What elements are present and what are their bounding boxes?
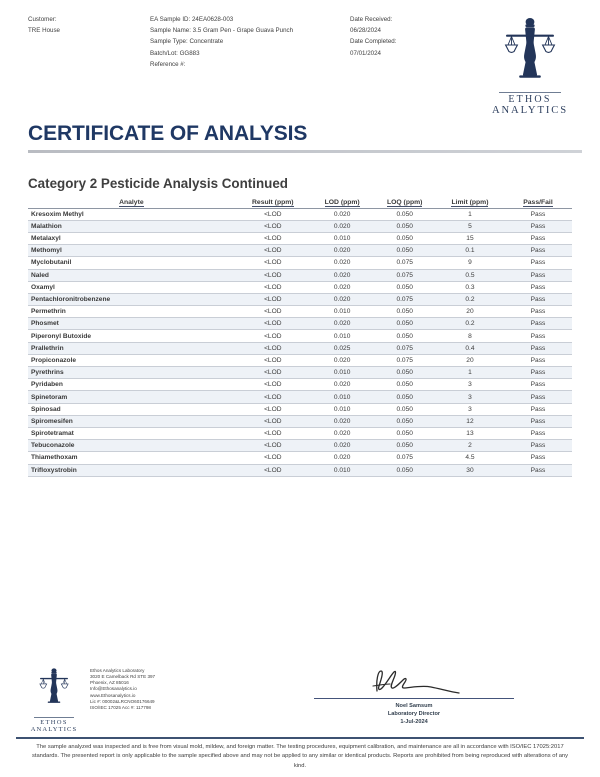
address-line: Lic #: 00002&LRCNO60176649 [90, 698, 155, 704]
cell-analyte: Tebuconazole [28, 440, 235, 452]
cell-lod: 0.020 [311, 281, 374, 293]
cell-result: <LOD [235, 330, 311, 342]
cell-pass-fail: Pass [504, 269, 572, 281]
address-line: ISO/IEC 17025 Acc #: 117798 [90, 705, 151, 710]
cell-loq: 0.050 [373, 330, 436, 342]
table-row [28, 342, 572, 354]
batch-lot: Batch/Lot: GG883 [150, 49, 200, 57]
cell-loq: 0.050 [373, 232, 436, 244]
cell-limit: 0.3 [436, 281, 504, 293]
cell-result: <LOD [235, 403, 311, 415]
address-line: Phoenix, AZ 85016 [90, 680, 129, 686]
cell-analyte: Malathion [28, 220, 235, 232]
address-line: Info@Ethosanalytics.io [90, 686, 137, 692]
cell-loq: 0.050 [373, 464, 436, 476]
cell-analyte: Spiromesifen [28, 415, 235, 427]
customer-label: Customer: [28, 16, 57, 23]
cell-analyte: Pyridaben [28, 379, 235, 391]
signer-name: Noel Samsum [395, 702, 433, 709]
footer-logo-text-analytics: ANALYTICS [30, 725, 78, 733]
document-footer [0, 664, 600, 777]
cell-result: <LOD [235, 208, 311, 220]
cell-limit: 0.2 [436, 318, 504, 330]
table-row [28, 379, 572, 391]
logo-text-ethos: ETHOS [508, 94, 552, 105]
footer-logo-divider [34, 717, 74, 718]
table-row [28, 208, 572, 220]
cell-lod: 0.010 [311, 232, 374, 244]
cell-result: <LOD [235, 318, 311, 330]
sample-id: EA Sample ID: 24EA0628-003 [150, 16, 234, 23]
cell-loq: 0.075 [373, 293, 436, 305]
cell-result: <LOD [235, 220, 311, 232]
cell-lod: 0.020 [311, 427, 374, 439]
cell-result: <LOD [235, 342, 311, 354]
date-completed-value: 07/01/2024 [350, 49, 381, 57]
cell-result: <LOD [235, 269, 311, 281]
cell-limit: 13 [436, 427, 504, 439]
table-row [28, 269, 572, 281]
column-header-result [235, 199, 311, 209]
table-row [28, 232, 572, 244]
cell-lod: 0.020 [311, 257, 374, 269]
address-line: Ethos Analytics Laboratory [90, 667, 145, 673]
cell-limit: 0.5 [436, 269, 504, 281]
company-logo [482, 14, 578, 117]
cell-analyte: Metalaxyl [28, 232, 235, 244]
table-row [28, 367, 572, 379]
cell-analyte: Pentachloronitrobenzene [28, 293, 235, 305]
cell-analyte: Naled [28, 269, 235, 281]
cell-lod: 0.020 [311, 220, 374, 232]
cell-result: <LOD [235, 281, 311, 293]
cell-limit: 1 [436, 208, 504, 220]
cell-analyte: Oxamyl [28, 281, 235, 293]
cell-result: <LOD [235, 293, 311, 305]
cell-lod: 0.010 [311, 330, 374, 342]
cell-analyte: Spirotetramat [28, 427, 235, 439]
table-row [28, 281, 572, 293]
cell-loq: 0.050 [373, 318, 436, 330]
table-row [28, 427, 572, 439]
table-row [28, 318, 572, 330]
table-row [28, 220, 572, 232]
cell-pass-fail: Pass [504, 232, 572, 244]
signature-rule [314, 698, 514, 699]
cell-result: <LOD [235, 391, 311, 403]
column-header-pass-fail [504, 199, 572, 209]
cell-pass-fail: Pass [504, 257, 572, 269]
date-completed-label: Date Completed: [350, 38, 397, 46]
cell-loq: 0.050 [373, 245, 436, 257]
cell-result: <LOD [235, 464, 311, 476]
cell-pass-fail: Pass [504, 440, 572, 452]
column-header-lod-label: LOD (ppm) [324, 198, 360, 206]
cell-pass-fail: Pass [504, 281, 572, 293]
cell-analyte: Prallethrin [28, 342, 235, 354]
signature-date: 1-Jul-2024 [400, 718, 428, 725]
cell-loq: 0.075 [373, 257, 436, 269]
cell-loq: 0.075 [373, 452, 436, 464]
cell-analyte: Permethrin [28, 306, 235, 318]
cell-limit: 15 [436, 232, 504, 244]
cell-pass-fail: Pass [504, 427, 572, 439]
customer-block [28, 14, 150, 117]
cell-result: <LOD [235, 452, 311, 464]
column-header-loq-label: LOQ (ppm) [386, 198, 423, 206]
cell-lod: 0.010 [311, 403, 374, 415]
cell-analyte: Myclobutanil [28, 257, 235, 269]
cell-pass-fail: Pass [504, 403, 572, 415]
page-title: CERTIFICATE OF ANALYSIS [28, 122, 308, 145]
cell-limit: 9 [436, 257, 504, 269]
cell-pass-fail: Pass [504, 415, 572, 427]
table-row [28, 391, 572, 403]
signature-icon [359, 666, 469, 701]
cell-loq: 0.075 [373, 342, 436, 354]
cell-limit: 8 [436, 330, 504, 342]
results-table-container [0, 193, 600, 477]
cell-loq: 0.050 [373, 415, 436, 427]
cell-analyte: Propiconazole [28, 354, 235, 366]
column-header-limit-label: Limit (ppm) [451, 198, 489, 206]
cell-result: <LOD [235, 306, 311, 318]
cell-pass-fail: Pass [504, 354, 572, 366]
signature-block [250, 664, 578, 726]
cell-analyte: Trifloxystrobin [28, 464, 235, 476]
column-header-pass-fail-label: Pass/Fail [523, 198, 553, 206]
table-row [28, 415, 572, 427]
table-row [28, 440, 572, 452]
table-row [28, 293, 572, 305]
cell-pass-fail: Pass [504, 208, 572, 220]
cell-result: <LOD [235, 379, 311, 391]
cell-lod: 0.020 [311, 318, 374, 330]
cell-loq: 0.075 [373, 354, 436, 366]
table-row [28, 464, 572, 476]
footer-logo-text-ethos: ETHOS [40, 718, 68, 726]
cell-lod: 0.025 [311, 342, 374, 354]
cell-loq: 0.050 [373, 427, 436, 439]
cell-limit: 3 [436, 379, 504, 391]
footer-logo [26, 664, 82, 733]
cell-limit: 0.1 [436, 245, 504, 257]
cell-lod: 0.020 [311, 452, 374, 464]
scales-of-justice-icon [482, 14, 578, 90]
cell-pass-fail: Pass [504, 464, 572, 476]
cell-result: <LOD [235, 440, 311, 452]
sample-info-block [150, 14, 350, 117]
table-row [28, 257, 572, 269]
cell-result: <LOD [235, 232, 311, 244]
cell-limit: 3 [436, 391, 504, 403]
cell-analyte: Pyrethrins [28, 367, 235, 379]
cell-pass-fail: Pass [504, 318, 572, 330]
lab-address-block [82, 664, 250, 711]
cell-analyte: Kresoxim Methyl [28, 208, 235, 220]
cell-pass-fail: Pass [504, 330, 572, 342]
cell-pass-fail: Pass [504, 367, 572, 379]
scales-of-justice-icon [33, 697, 75, 714]
cell-limit: 20 [436, 306, 504, 318]
date-received-value: 06/28/2024 [350, 27, 381, 35]
address-line: 3020 E Camelback Rd STE 397 [90, 673, 156, 679]
address-line: www.Ethosanalytics.io [90, 692, 136, 698]
reference-number: Reference #: [150, 60, 186, 68]
cell-lod: 0.020 [311, 440, 374, 452]
section-heading: Category 2 Pesticide Analysis Continued [28, 175, 288, 191]
sample-name: Sample Name: 3.5 Gram Pen - Grape Guava Punch [150, 27, 294, 35]
logo-text-analytics: ANALYTICS [491, 105, 569, 116]
cell-result: <LOD [235, 427, 311, 439]
document-header [0, 0, 600, 117]
cell-limit: 5 [436, 220, 504, 232]
cell-pass-fail: Pass [504, 379, 572, 391]
sample-type: Sample Type: Concentrate [150, 38, 224, 46]
cell-result: <LOD [235, 245, 311, 257]
column-header-analyte-label: Analyte [119, 198, 144, 206]
cell-lod: 0.020 [311, 379, 374, 391]
cell-limit: 2 [436, 440, 504, 452]
column-header-loq [373, 199, 436, 209]
cell-loq: 0.050 [373, 208, 436, 220]
cell-pass-fail: Pass [504, 306, 572, 318]
cell-lod: 0.020 [311, 269, 374, 281]
table-header [28, 199, 572, 209]
cell-limit: 30 [436, 464, 504, 476]
date-received-label: Date Received: [350, 16, 393, 23]
cell-pass-fail: Pass [504, 391, 572, 403]
cell-pass-fail: Pass [504, 245, 572, 257]
cell-pass-fail: Pass [504, 220, 572, 232]
cell-pass-fail: Pass [504, 452, 572, 464]
cell-analyte: Spinetoram [28, 391, 235, 403]
table-body [28, 208, 572, 476]
cell-loq: 0.075 [373, 269, 436, 281]
cell-loq: 0.050 [373, 306, 436, 318]
cell-pass-fail: Pass [504, 293, 572, 305]
customer-name: TRE House [28, 27, 60, 35]
cell-lod: 0.010 [311, 391, 374, 403]
cell-analyte: Thiamethoxam [28, 452, 235, 464]
cell-lod: 0.020 [311, 354, 374, 366]
cell-result: <LOD [235, 257, 311, 269]
cell-loq: 0.050 [373, 391, 436, 403]
cell-lod: 0.010 [311, 367, 374, 379]
title-block [0, 117, 600, 153]
cell-limit: 4.5 [436, 452, 504, 464]
cell-limit: 0.4 [436, 342, 504, 354]
cell-loq: 0.050 [373, 281, 436, 293]
cell-loq: 0.050 [373, 379, 436, 391]
column-header-analyte [28, 199, 235, 209]
table-row [28, 306, 572, 318]
cell-lod: 0.020 [311, 208, 374, 220]
cell-analyte: Methomyl [28, 245, 235, 257]
cell-limit: 20 [436, 354, 504, 366]
cell-pass-fail: Pass [504, 342, 572, 354]
logo-divider [499, 92, 561, 93]
cell-loq: 0.050 [373, 403, 436, 415]
cell-analyte: Phosmet [28, 318, 235, 330]
cell-limit: 12 [436, 415, 504, 427]
column-header-limit [436, 199, 504, 209]
table-row [28, 330, 572, 342]
cell-result: <LOD [235, 415, 311, 427]
table-row [28, 452, 572, 464]
table-header-row [28, 199, 572, 209]
dates-block [350, 14, 468, 117]
cell-analyte: Piperonyl Butoxide [28, 330, 235, 342]
cell-analyte: Spinosad [28, 403, 235, 415]
cell-lod: 0.010 [311, 464, 374, 476]
cell-lod: 0.020 [311, 293, 374, 305]
cell-result: <LOD [235, 354, 311, 366]
cell-limit: 0.2 [436, 293, 504, 305]
table-row [28, 354, 572, 366]
table-row [28, 245, 572, 257]
footer-top-row [16, 664, 584, 733]
cell-lod: 0.020 [311, 245, 374, 257]
disclaimer-text: The sample analyzed was inspected and is free from visual mold, mildew, and foreign matter. The testing procedures, equipment calibration, and maintenance are all in accordance with ISO/IEC 17025:2017 standards. The presented report is only applicable to the sample specified above and may not be applied to any similar or identical products. Reports are prohibited from being reproduced with alterations of any kind. [31, 743, 569, 769]
signer-role: Laboratory Director [387, 710, 441, 717]
pesticide-results-table [28, 199, 572, 477]
column-header-lod [311, 199, 374, 209]
cell-limit: 1 [436, 367, 504, 379]
cell-lod: 0.020 [311, 415, 374, 427]
cell-loq: 0.050 [373, 220, 436, 232]
column-header-result-label: Result (ppm) [252, 198, 294, 206]
cell-loq: 0.050 [373, 440, 436, 452]
table-row [28, 403, 572, 415]
cell-lod: 0.010 [311, 306, 374, 318]
header-logo-area [468, 14, 582, 117]
cell-loq: 0.050 [373, 367, 436, 379]
cell-result: <LOD [235, 367, 311, 379]
cell-limit: 3 [436, 403, 504, 415]
